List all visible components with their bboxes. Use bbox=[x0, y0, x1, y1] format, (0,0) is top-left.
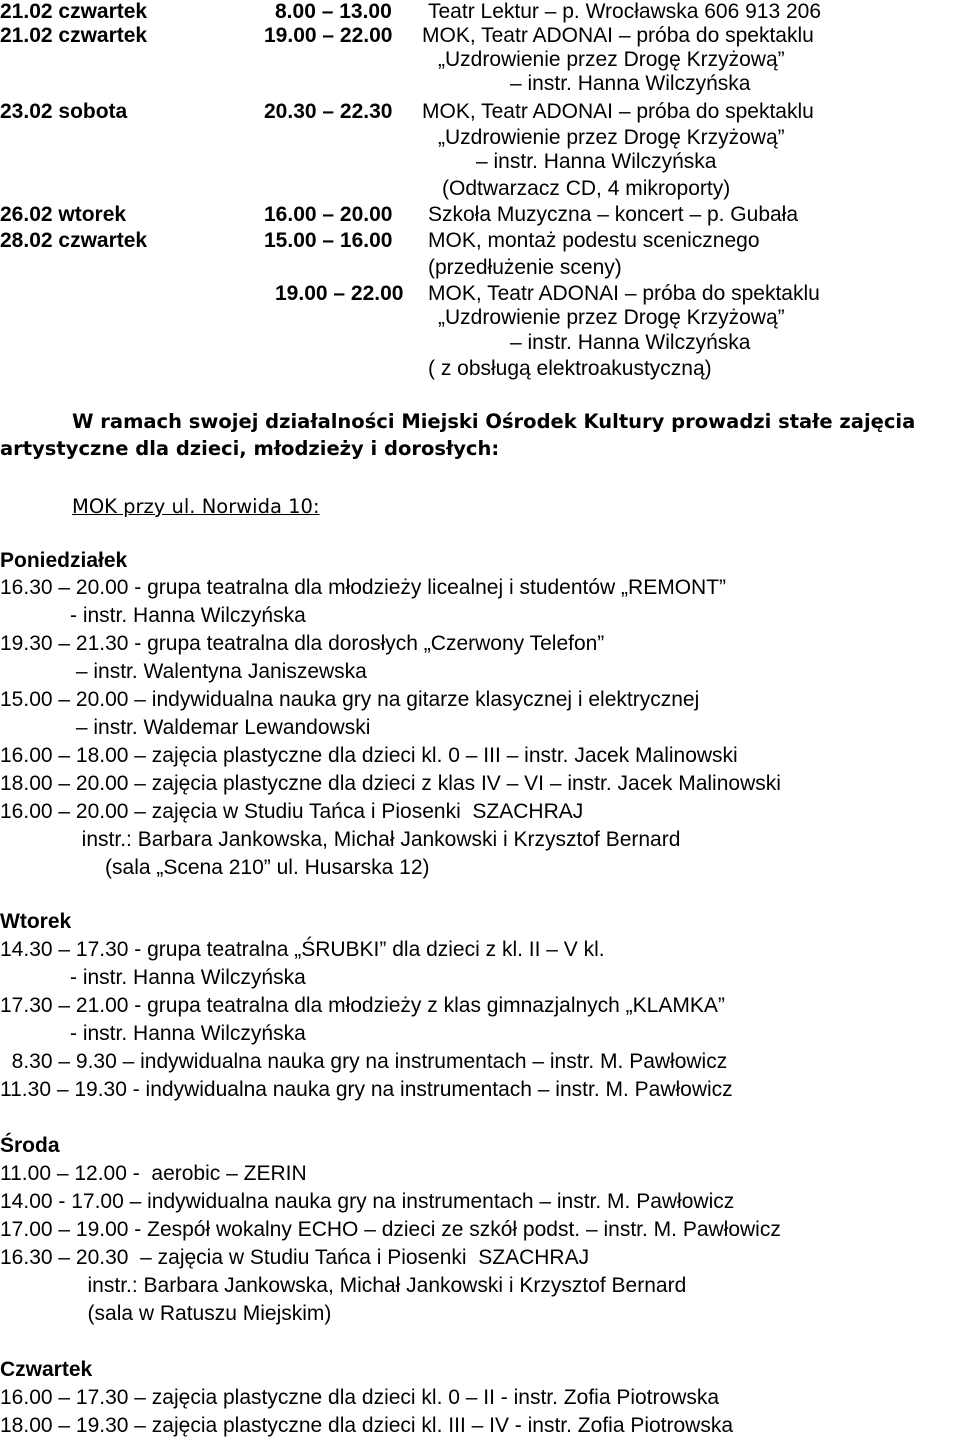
day-line: instr.: Barbara Jankowska, Michał Jankowski i Krzysztof Bernard bbox=[0, 828, 681, 851]
schedule-line: MOK, Teatr ADONAI – próba do spektaklu bbox=[428, 282, 820, 305]
schedule-line: (Odtwarzacz CD, 4 mikroporty) bbox=[442, 177, 731, 200]
schedule-line: Szkoła Muzyczna – koncert – p. Gubała bbox=[428, 203, 799, 226]
day-line: – instr. Walentyna Janiszewska bbox=[0, 660, 367, 683]
schedule-date: 26.02 wtorek bbox=[0, 203, 127, 226]
schedule-line: – instr. Hanna Wilczyńska bbox=[510, 72, 751, 95]
day-line: 17.30 – 21.00 - grupa teatralna dla młodzieży z klas gimnazjalnych „KLAMKA” bbox=[0, 994, 725, 1017]
schedule-time: 15.00 – 16.00 bbox=[264, 229, 393, 252]
day-line: 16.30 – 20.00 - grupa teatralna dla młodzieży licealnej i studentów „REMONT” bbox=[0, 576, 727, 599]
day-line: 16.00 – 18.00 – zajęcia plastyczne dla dzieci kl. 0 – III – instr. Jacek Malinowski bbox=[0, 744, 738, 767]
day-line: - instr. Hanna Wilczyńska bbox=[0, 604, 306, 627]
day-line: 8.30 – 9.30 – indywidualna nauka gry na instrumentach – instr. M. Pawłowicz bbox=[0, 1050, 728, 1073]
day-line: 16.00 – 20.00 – zajęcia w Studiu Tańca i Piosenki SZACHRAJ bbox=[0, 800, 584, 823]
schedule-time: 16.00 – 20.00 bbox=[264, 203, 393, 226]
day-line: 14.30 – 17.30 - grupa teatralna „ŚRUBKI” dla dzieci z kl. II – V kl. bbox=[0, 938, 605, 961]
day-line: (sala w Ratuszu Miejskim) bbox=[0, 1302, 332, 1325]
schedule-line: – instr. Hanna Wilczyńska bbox=[476, 150, 717, 173]
day-line: 11.30 – 19.30 - indywidualna nauka gry na instrumentach – instr. M. Pawłowicz bbox=[0, 1078, 733, 1101]
day-line: 15.00 – 20.00 – indywidualna nauka gry na gitarze klasycznej i elektrycznej bbox=[0, 688, 700, 711]
day-heading-tuesday: Wtorek bbox=[0, 910, 72, 933]
day-line: 17.00 – 19.00 - Zespół wokalny ECHO – dzieci ze szkół podst. – instr. M. Pawłowicz bbox=[0, 1218, 781, 1241]
day-line: instr.: Barbara Jankowska, Michał Jankowski i Krzysztof Bernard bbox=[0, 1274, 687, 1297]
schedule-time: 20.30 – 22.30 bbox=[264, 100, 393, 123]
day-line: 18.00 – 20.00 – zajęcia plastyczne dla dzieci z klas IV – VI – instr. Jacek Malinowski bbox=[0, 772, 781, 795]
schedule-date: 23.02 sobota bbox=[0, 100, 128, 123]
day-line: – instr. Waldemar Lewandowski bbox=[0, 716, 371, 739]
schedule-line: Teatr Lektur – p. Wrocławska 606 913 206 bbox=[428, 0, 822, 23]
day-line: 11.00 – 12.00 - aerobic – ZERIN bbox=[0, 1162, 307, 1185]
day-line: 16.30 – 20.30 – zajęcia w Studiu Tańca i Piosenki SZACHRAJ bbox=[0, 1246, 590, 1269]
schedule-date: 21.02 czwartek bbox=[0, 24, 148, 47]
day-heading-thursday: Czwartek bbox=[0, 1358, 93, 1381]
schedule-line: MOK, Teatr ADONAI – próba do spektaklu bbox=[422, 24, 814, 47]
day-line: 16.00 – 17.30 – zajęcia plastyczne dla dzieci kl. 0 – II - instr. Zofia Piotrowska bbox=[0, 1386, 720, 1409]
schedule-date: 21.02 czwartek bbox=[0, 0, 148, 23]
location-heading: MOK przy ul. Norwida 10: bbox=[72, 495, 320, 518]
schedule-line: ( z obsługą elektroakustyczną) bbox=[428, 357, 712, 380]
intro-line-2: artystyczne dla dzieci, młodzieży i dorosłych: bbox=[0, 437, 500, 460]
day-line: 14.00 - 17.00 – indywidualna nauka gry na instrumentach – instr. M. Pawłowicz bbox=[0, 1190, 735, 1213]
day-line: 19.30 – 21.30 - grupa teatralna dla dorosłych „Czerwony Telefon” bbox=[0, 632, 605, 655]
schedule-date: 28.02 czwartek bbox=[0, 229, 148, 252]
schedule-time: 19.00 – 22.00 bbox=[275, 282, 404, 305]
schedule-line: „Uzdrowienie przez Drogę Krzyżową” bbox=[438, 126, 785, 149]
intro-line-1: W ramach swojej działalności Miejski Ośrodek Kultury prowadzi stałe zajęcia bbox=[72, 410, 916, 433]
day-line: - instr. Hanna Wilczyńska bbox=[0, 1022, 306, 1045]
schedule-line: „Uzdrowienie przez Drogę Krzyżową” bbox=[438, 306, 785, 329]
day-heading-monday: Poniedziałek bbox=[0, 549, 128, 572]
day-line: (sala „Scena 210” ul. Husarska 12) bbox=[0, 856, 430, 879]
schedule-line: MOK, montaż podestu scenicznego bbox=[428, 229, 760, 252]
schedule-time: 19.00 – 22.00 bbox=[264, 24, 393, 47]
schedule-line: „Uzdrowienie przez Drogę Krzyżową” bbox=[438, 48, 785, 71]
day-heading-wednesday: Środa bbox=[0, 1134, 60, 1157]
schedule-line: (przedłużenie sceny) bbox=[428, 256, 622, 279]
day-line: 18.00 – 19.30 – zajęcia plastyczne dla dzieci kl. III – IV - instr. Zofia Piotrowska bbox=[0, 1414, 734, 1437]
schedule-time: 8.00 – 13.00 bbox=[275, 0, 392, 23]
schedule-line: – instr. Hanna Wilczyńska bbox=[510, 331, 751, 354]
schedule-line: MOK, Teatr ADONAI – próba do spektaklu bbox=[422, 100, 814, 123]
day-line: - instr. Hanna Wilczyńska bbox=[0, 966, 306, 989]
